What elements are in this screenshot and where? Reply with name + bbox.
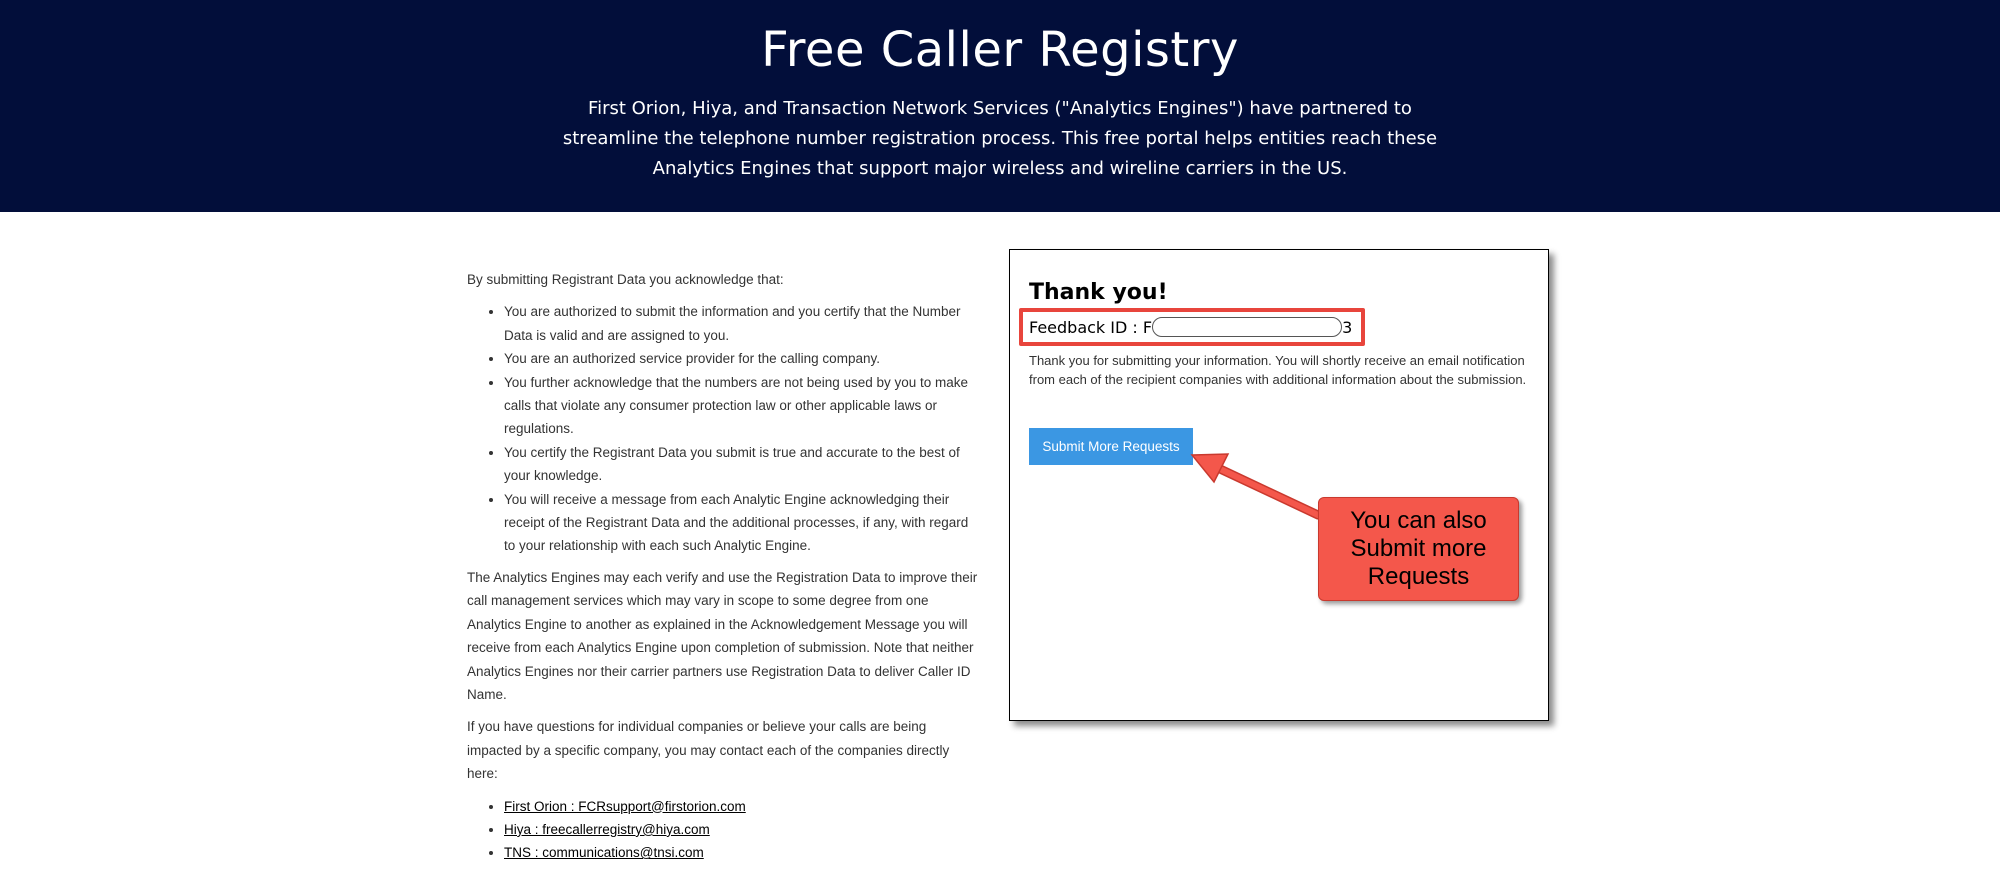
list-item: • You further acknowledge that the numbers are not being used by you to make calls that violate any consumer protection law or other applicable laws or regulations. [504, 371, 982, 441]
terms-intro: By submitting Registrant Data you acknowledge that: [467, 272, 784, 287]
terms-section [467, 268, 982, 873]
list-item: • You certify the Registrant Data you submit is true and accurate to the best of your knowledge. [504, 441, 982, 488]
page-title: Free Caller Registry [761, 22, 1239, 78]
contact-link-tns[interactable]: TNS : communications@tnsi.com [504, 845, 704, 861]
submit-more-requests-button[interactable]: Submit More Requests [1029, 428, 1193, 465]
list-item [504, 795, 982, 818]
feedback-id [1029, 317, 1352, 337]
terms-paragraph: The Analytics Engines may each verify and use the Registration Data to improve their call management services which may vary in scope to some degree from one Analytics Engine to another as explained in the Acknowledgement Message you will receive from each Analytics Engine upon completion of submission. Note that neither Analytics Engines nor their carrier partners use Registration Data to deliver Caller ID Name. [467, 569, 978, 702]
feedback-id-suffix: 3 [1342, 318, 1353, 337]
feedback-id-prefix: Feedback ID : F [1029, 318, 1153, 337]
confirmation-card [1009, 249, 1549, 721]
list-item [504, 818, 982, 841]
contacts-list [504, 795, 982, 865]
hero-description: First Orion, Hiya, and Transaction Network Services ("Analytics Engines") have partnered to streamline the telephone number registration process. This free portal helps entities reach these Analytics Engines that support major wireless and wireline carriers in the US. [562, 98, 1438, 179]
contact-intro: If you have questions for individual companies or believe your calls are being impacted by a specific company, you may contact each of the companies directly here: [467, 719, 950, 782]
redaction-mask [1152, 317, 1342, 337]
terms-list [504, 300, 982, 557]
hero-header [0, 0, 2000, 212]
list-item: • You are authorized to submit the information and you certify that the Number Data is valid and are assigned to you. [504, 300, 982, 347]
list-item: • You are an authorized service provider for the calling company. [504, 347, 982, 370]
confirmation-message: Thank you for submitting your information. You will shortly receive an email notification from each of the recipient companies with additional information about the submission. [1029, 353, 1527, 387]
confirmation-title: Thank you! [1029, 280, 1168, 305]
annotation-callout: You can also Submit more Requests [1318, 497, 1519, 601]
list-item [504, 841, 982, 864]
list-item: • You will receive a message from each Analytic Engine acknowledging their receipt of the Registrant Data and the additional processes, if any, with regard to your relationship with each such Analytic Engine. [504, 488, 982, 558]
contact-link-first-orion[interactable]: First Orion : FCRsupport@firstorion.com [504, 798, 746, 814]
contact-link-hiya[interactable]: Hiya : freecallerregistry@hiya.com [504, 821, 710, 837]
